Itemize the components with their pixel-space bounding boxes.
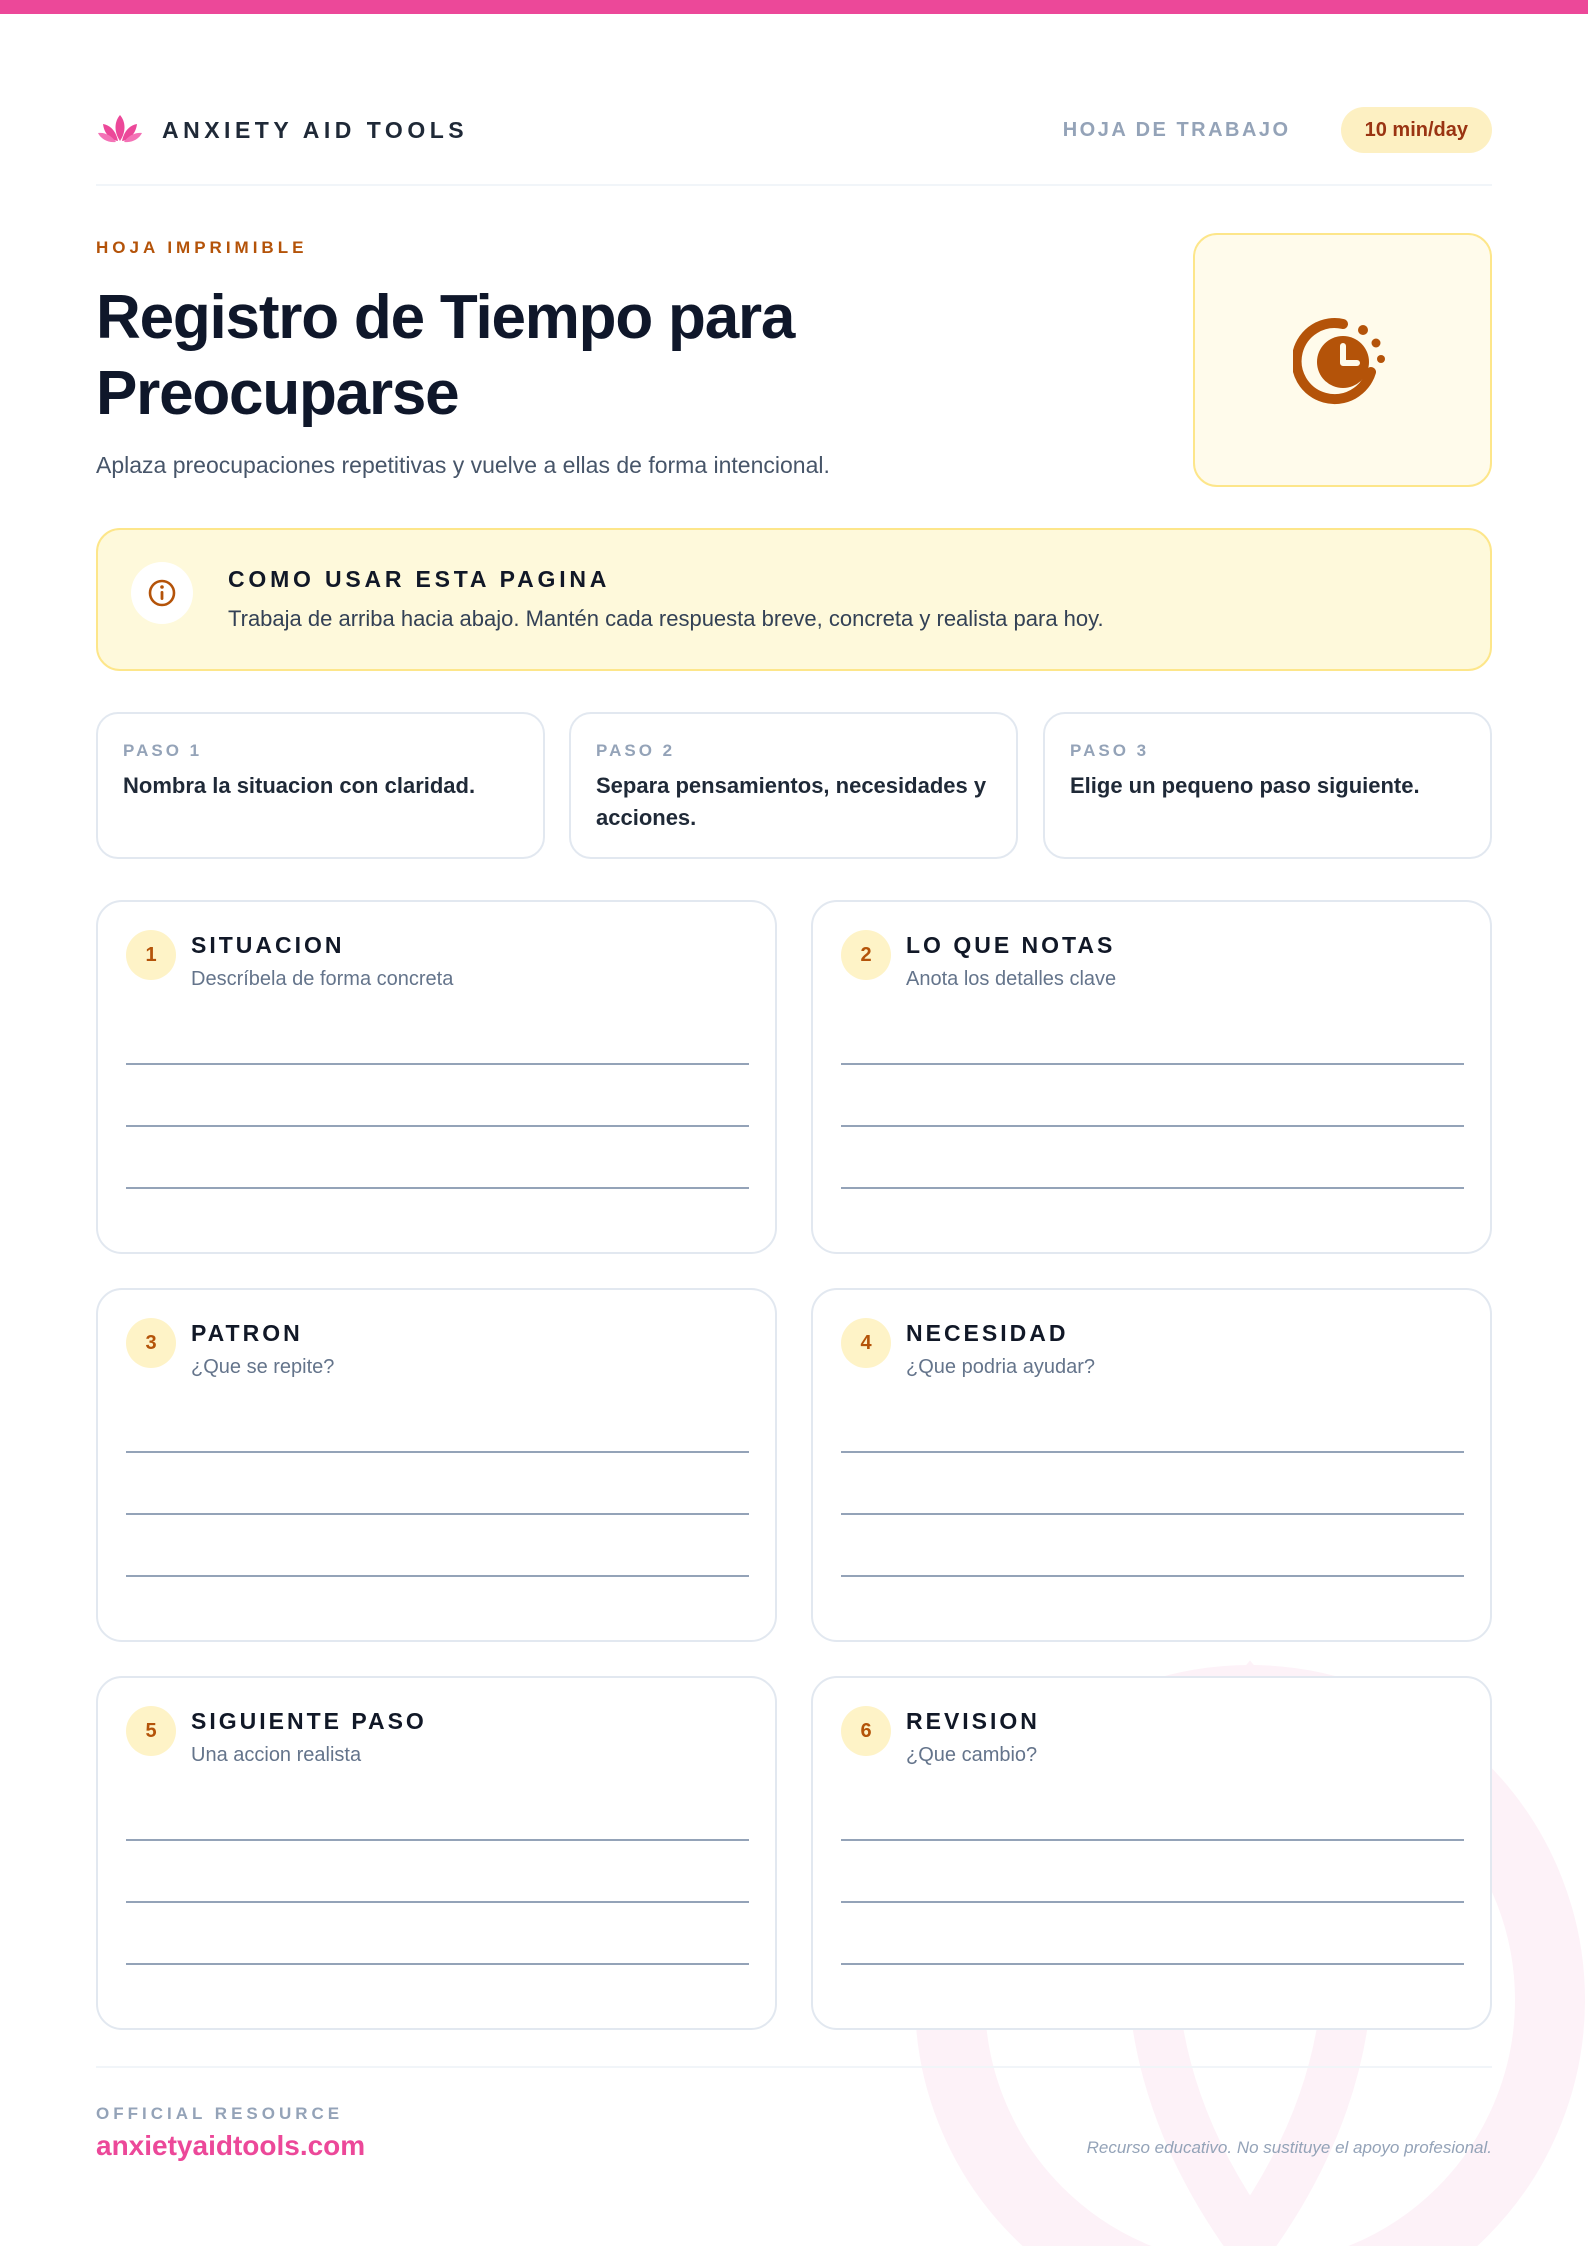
field-subtitle: ¿Que se repite? [191, 1356, 335, 1378]
doc-type-label: HOJA DE TRABAJO [1062, 118, 1291, 141]
field-card-siguiente-paso [96, 1676, 777, 2030]
writing-line[interactable] [126, 1125, 749, 1127]
step-text: Elige un pequeno paso siguiente. [1070, 773, 1420, 798]
field-number-badge: 5 [126, 1706, 176, 1756]
field-number-badge: 1 [126, 930, 176, 980]
field-subtitle: Anota los detalles clave [906, 968, 1117, 990]
writing-line[interactable] [841, 1187, 1464, 1189]
writing-line[interactable] [841, 1451, 1464, 1453]
field-title: REVISION [906, 1708, 1040, 1734]
writing-line[interactable] [841, 1901, 1464, 1903]
time-badge: 10 min/day [1341, 107, 1492, 153]
step-label: PASO 1 [123, 741, 203, 760]
step-label: PASO 3 [1070, 741, 1150, 760]
info-icon [147, 578, 177, 608]
step-label: PASO 2 [596, 741, 676, 760]
eyebrow-label: HOJA IMPRIMIBLE [96, 238, 308, 257]
page-subtitle: Aplaza preocupaciones repetitivas y vuelve a ellas de forma intencional. [96, 452, 830, 478]
field-title: PATRON [191, 1320, 303, 1346]
field-subtitle: ¿Que podria ayudar? [906, 1356, 1096, 1378]
field-title: LO QUE NOTAS [906, 932, 1116, 958]
field-subtitle: Una accion realista [191, 1744, 362, 1766]
header-divider [96, 184, 1492, 186]
top-accent-bar [0, 0, 1588, 14]
field-card-patron [96, 1288, 777, 1642]
field-number-badge: 6 [841, 1706, 891, 1756]
footer-disclaimer: Recurso educativo. No sustituye el apoyo profesional. [1086, 2138, 1492, 2157]
page-title: Registro de Tiempo para Preocuparse [96, 283, 795, 428]
writing-line[interactable] [126, 1513, 749, 1515]
how-to-use-banner [96, 528, 1492, 671]
field-title: SITUACION [191, 932, 345, 958]
writing-line[interactable] [841, 1513, 1464, 1515]
footer-label: OFFICIAL RESOURCE [96, 2104, 344, 2123]
step-text: Separa pensamientos, necesidades y acciones. [596, 773, 987, 830]
writing-line[interactable] [126, 1963, 749, 1965]
writing-line[interactable] [126, 1063, 749, 1065]
field-card-necesidad [811, 1288, 1492, 1642]
field-number-badge: 4 [841, 1318, 891, 1368]
brand [96, 106, 468, 154]
writing-line[interactable] [841, 1839, 1464, 1841]
writing-line[interactable] [841, 1575, 1464, 1577]
step-card-2 [569, 712, 1018, 859]
step-text: Nombra la situacion con claridad. [123, 773, 476, 798]
info-text: Trabaja de arriba hacia abajo. Mantén cada respuesta breve, concreta y realista para hoy. [228, 606, 1104, 631]
writing-line[interactable] [126, 1575, 749, 1577]
info-title: COMO USAR ESTA PAGINA [228, 566, 611, 592]
writing-line[interactable] [126, 1901, 749, 1903]
field-card-situacion [96, 900, 777, 1254]
footer-divider [96, 2066, 1492, 2068]
hero-icon-card [1193, 233, 1492, 487]
writing-line[interactable] [126, 1839, 749, 1841]
step-card-1 [96, 712, 545, 859]
writing-line[interactable] [841, 1063, 1464, 1065]
field-subtitle: Descríbela de forma concreta [191, 968, 454, 990]
field-number-badge: 3 [126, 1318, 176, 1368]
header-meta [1063, 106, 1492, 154]
field-title: NECESIDAD [906, 1320, 1069, 1346]
timer-icon [1293, 310, 1393, 410]
page-header [96, 106, 1492, 154]
step-card-3 [1043, 712, 1492, 859]
footer-website-link[interactable]: anxietyaidtools.com [96, 2130, 366, 2161]
field-card-lo-que-notas [811, 900, 1492, 1254]
info-icon-badge [131, 562, 193, 624]
writing-line[interactable] [126, 1451, 749, 1453]
field-number-badge: 2 [841, 930, 891, 980]
brand-name: ANXIETY AID TOOLS [162, 116, 469, 143]
field-title: SIGUIENTE PASO [191, 1708, 427, 1734]
field-subtitle: ¿Que cambio? [906, 1744, 1038, 1766]
writing-line[interactable] [126, 1187, 749, 1189]
field-card-revision [811, 1676, 1492, 2030]
lotus-icon [96, 112, 144, 148]
writing-line[interactable] [841, 1125, 1464, 1127]
writing-line[interactable] [841, 1963, 1464, 1965]
